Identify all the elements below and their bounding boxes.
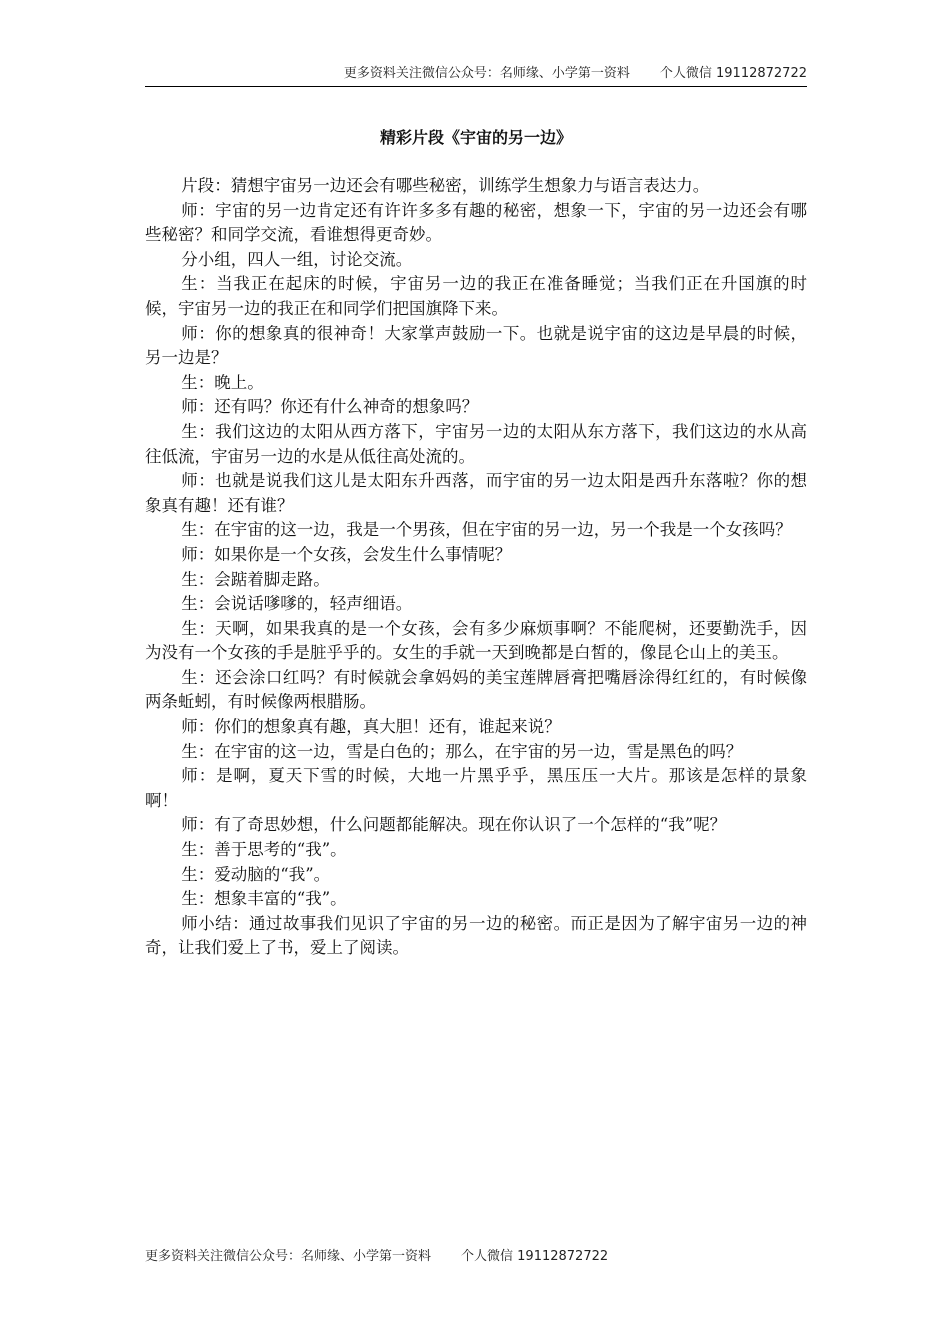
header-text: 更多资料关注微信公众号：名师缘、小学第一资料 <box>343 66 630 81</box>
document-title: 精彩片段《宇宙的另一边》 <box>379 128 572 147</box>
page-footer <box>145 1247 807 1267</box>
paragraph: 生：会说话嗲嗲的，轻声细语。 <box>181 594 413 614</box>
paragraph: 师：还有吗？你还有什么神奇的想象吗？ <box>181 397 479 417</box>
footer-text: 更多资料关注微信公众号：名师缘、小学第一资料 <box>145 1249 432 1264</box>
paragraph: 生：会踮着脚走路。 <box>181 569 330 589</box>
header-wechat: 个人微信 19112872722 <box>659 66 807 81</box>
paragraph: 生：想象丰富的“我”。 <box>181 889 347 909</box>
paragraph: 师：宇宙的另一边肯定还有许许多多有趣的秘密，想象一下，宇宙的另一边还会有哪些秘密？和同学交流，看谁想得更奇妙。 <box>145 200 807 245</box>
page-header <box>145 64 807 84</box>
paragraph: 生：当我正在起床的时候，宇宙另一边的我正在准备睡觉；当我们正在升国旗的时候，宇宙另一边的我正在和同学们把国旗降下来。 <box>145 274 807 318</box>
paragraph: 分小组，四人一组，讨论交流。 <box>181 249 413 269</box>
paragraph: 生：善于思考的“我”。 <box>181 840 347 860</box>
paragraph: 生：天啊，如果我真的是一个女孩，会有多少麻烦事啊？不能爬树，还要勤洗手，因为没有一个女孩的手是脏乎乎的。女生的手就一天到晚都是白皙的，像昆仑山上的美玉。 <box>145 618 807 663</box>
paragraph: 师小结：通过故事我们见识了宇宙的另一边的秘密。而正是因为了解宇宙另一边的神奇，让我们爱上了书，爱上了阅读。 <box>145 913 807 958</box>
paragraph: 师：有了奇思妙想，什么问题都能解决。现在你认识了一个怎样的“我”呢？ <box>181 815 727 835</box>
document-body <box>145 174 807 961</box>
footer-wechat: 个人微信 19112872722 <box>461 1249 609 1264</box>
paragraph: 生：在宇宙的这一边，雪是白色的；那么，在宇宙的另一边，雪是黑色的吗？ <box>181 741 743 761</box>
paragraph: 片段：猜想宇宙另一边还会有哪些秘密，训练学生想象力与语言表达力。 <box>181 176 710 195</box>
paragraph: 生：我们这边的太阳从西方落下，宇宙另一边的太阳从东方落下，我们这边的水从高往低流，宇宙另一边的水是从低往高处流的。 <box>145 421 807 466</box>
paragraph: 师：你的想象真的很神奇！大家掌声鼓励一下。也就是说宇宙的这边是早晨的时候，另一边是？ <box>145 323 807 368</box>
paragraph: 师：如果你是一个女孩，会发生什么事情呢？ <box>181 544 512 564</box>
paragraph: 生：在宇宙的这一边，我是一个男孩，但在宇宙的另一边，另一个我是一个女孩吗？ <box>181 520 792 540</box>
paragraph: 生：晚上。 <box>181 372 264 392</box>
paragraph: 生：还会涂口红吗？有时候就会拿妈妈的美宝莲牌唇膏把嘴唇涂得红红的，有时候像两条蚯蚓，有时候像两根腊肠。 <box>145 667 807 712</box>
paragraph: 师：你们的想象真有趣，真大胆！还有，谁起来说？ <box>181 717 561 737</box>
paragraph: 生：爱动脑的“我”。 <box>181 864 331 884</box>
header-divider <box>145 86 807 87</box>
paragraph: 师：是啊，夏天下雪的时候，大地一片黑乎乎，黑压压一大片。那该是怎样的景象啊！ <box>145 766 807 810</box>
paragraph: 师：也就是说我们这儿是太阳东升西落，而宇宙的另一边太阳是西升东落啦？你的想象真有趣！还有谁？ <box>145 471 807 515</box>
